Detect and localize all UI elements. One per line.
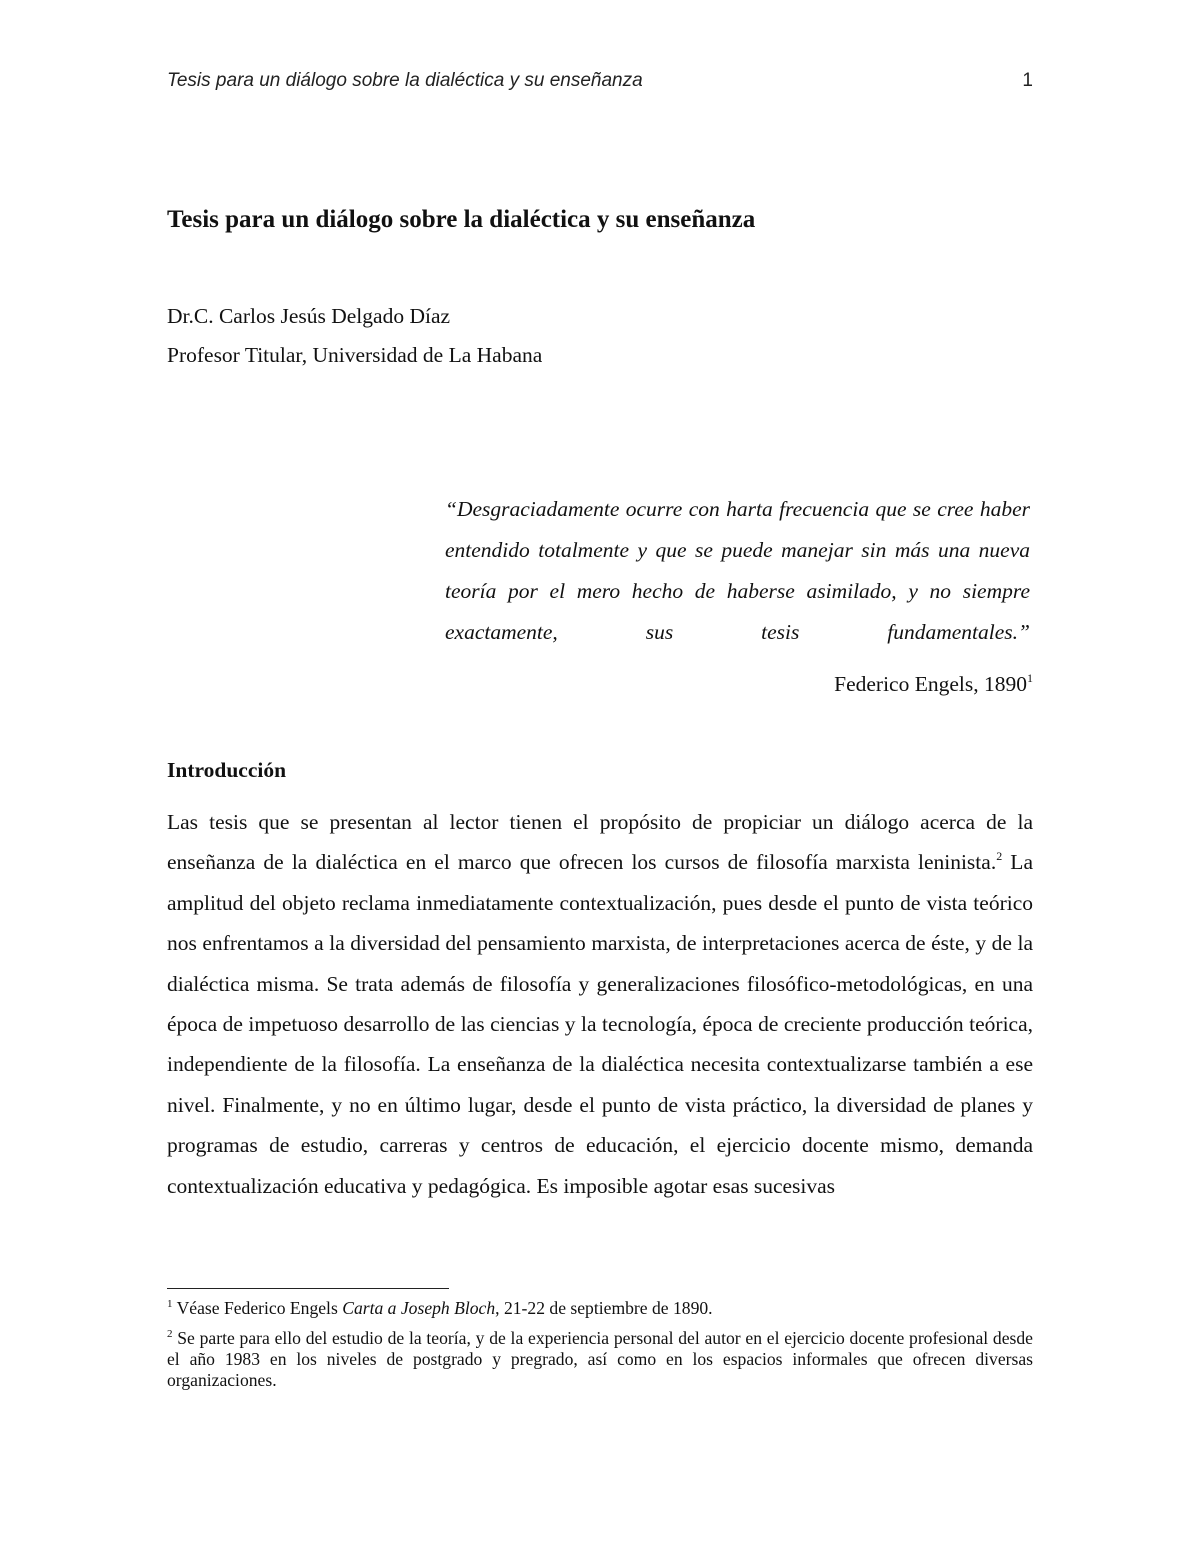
author-block [167, 297, 542, 375]
intro-text-part1: Las tesis que se presentan al lector tienen el propósito de propiciar un diálogo acerca de la enseñanza de la dialéctica en el marco que ofrecen los cursos de filosofía marxista leninista. [167, 810, 1033, 875]
footnote-1-number: 1 [167, 1298, 173, 1310]
author-name: Dr.C. Carlos Jesús Delgado Díaz [167, 304, 451, 328]
footnote-2-number: 2 [167, 1328, 173, 1340]
epigraph-attribution-text: Federico Engels, 1890 [834, 672, 1027, 696]
footnote-1-text-before: Véase Federico Engels [172, 1298, 343, 1318]
footnote-separator [167, 1288, 449, 1289]
epigraph-quote [445, 489, 1030, 653]
running-header [167, 70, 1033, 96]
footnote-ref-1[interactable]: 1 [1027, 671, 1033, 685]
footnote-1-text-after: , 21-22 de septiembre de 1890. [495, 1298, 713, 1318]
footnote-2 [167, 1328, 1033, 1391]
footnotes [167, 1298, 1033, 1400]
running-header-title: Tesis para un diálogo sobre la dialéctica y su enseñanza [167, 70, 643, 91]
footnote-1 [167, 1298, 1033, 1319]
epigraph-quote-text: “Desgraciadamente ocurre con harta frecuencia que se cree haber entendido totalmente y que se puede manejar sin más una nueva teoría por el mero hecho de haberse asimilado, y no siempre exactamente, sus tesis fundamentales.” [445, 497, 1030, 644]
footnote-ref-2[interactable]: 2 [996, 849, 1003, 864]
intro-paragraph [167, 802, 1033, 1206]
page-number: 1 [1022, 70, 1033, 91]
document-title: Tesis para un diálogo sobre la dialéctica y su enseñanza [167, 206, 756, 233]
section-heading-introduccion: Introducción [167, 758, 287, 782]
epigraph-attribution [834, 667, 1033, 701]
footnote-1-work-title: Carta a Joseph Bloch [342, 1298, 496, 1318]
intro-text-part2: La amplitud del objeto reclama inmediatamente contextualización, pues desde el punto de vista teórico nos enfrentamos a la diversidad del pensamiento marxista, de interpretaciones acerca de éste, y de la dialéctica misma. Se trata además de filosofía y generalizaciones filosófico-metodológicas, en una época de impetuoso desarrollo de las ciencias y la tecnología, época de creciente producción teórica, independiente de la filosofía. La enseñanza de la dialéctica necesita contextualizarse también a ese nivel. Finalmente, y no en último lugar, desde el punto de vista práctico, la diversidad de planes y programas de estudio, carreras y centros de educación, el ejercicio docente mismo, demanda contextualización educativa y pedagógica. Es imposible agotar esas sucesivas [167, 850, 1033, 1198]
footnote-2-text: Se parte para ello del estudio de la teoría, y de la experiencia personal del autor en el ejercicio docente profesional desde el año 1983 en los niveles de postgrado y pregrado, así como en los espacios informales que ofrecen diversas organizaciones. [167, 1328, 1033, 1390]
author-affiliation: Profesor Titular, Universidad de La Habana [167, 343, 543, 367]
